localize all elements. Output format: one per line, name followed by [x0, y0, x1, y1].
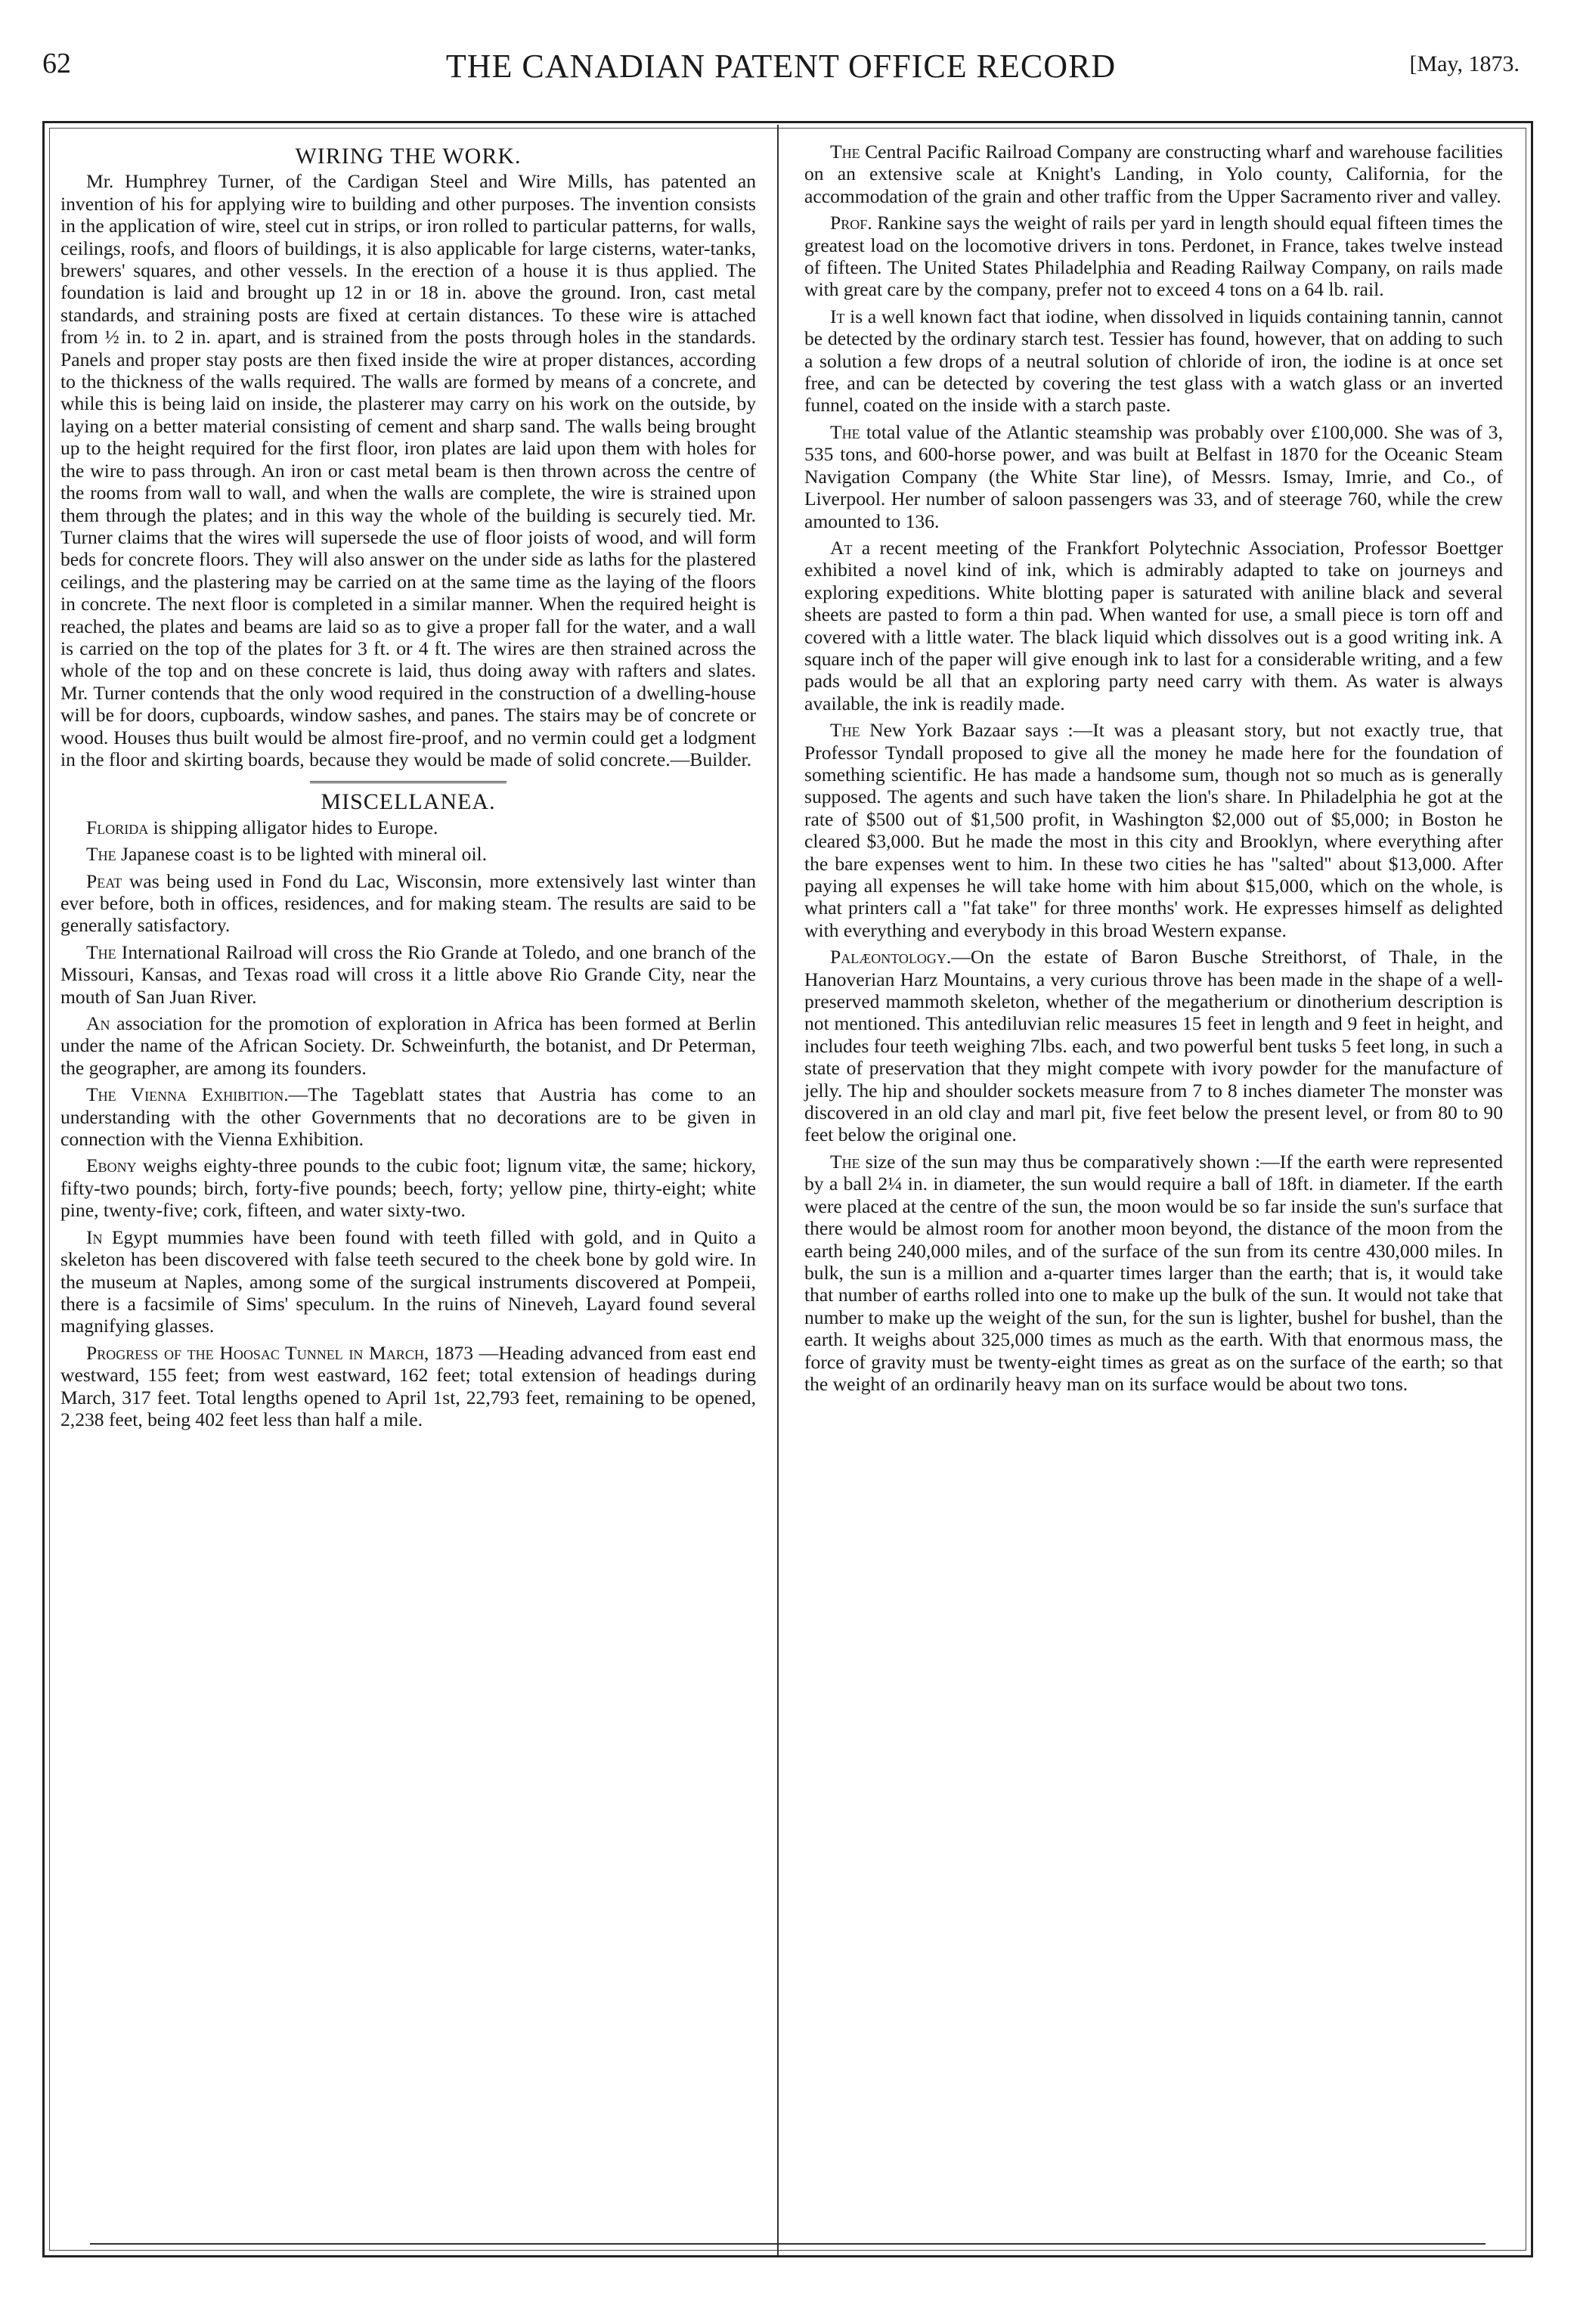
page-header — [42, 47, 1520, 92]
item-lead: At — [830, 536, 853, 559]
item-text: International Railroad will cross the Rio Grande at Toledo, and one branch of the Missouri, Kansas, and Texas road will cross it a little above Rio Grande City, near the mouth of San Juan River. — [60, 940, 756, 1008]
item-lead: Palæontology. — [830, 946, 952, 968]
bottom-rule — [90, 2243, 1486, 2245]
item-lead: The — [86, 940, 116, 963]
item-hoosac — [60, 1342, 756, 1431]
item-lead: The — [830, 719, 860, 742]
item-text: is a well known fact that iodine, when dissolved in liquids containing tannin, cannot be detected by the ordinary starch test. Tessier has found, however, that on adding to such a solution a few drops of a neutral solution of chloride of iron, the iodine is at once set free, and can be detected by covering the test glass with a watch glass or an inverted funnel, coated on the inside with a starch paste. — [804, 305, 1503, 417]
item-iodine — [804, 305, 1503, 417]
item-text: New York Bazaar says :—It was a pleasant story, but not exactly true, that Professor Tyndall proposed to give all the money he made here for the foundation of something scientific. He has made a handsome sum, though not so much as is generally supposed. The agents and such have taken the lion's share. In Philadelphia he got at the rate of $500 out of $1,500 profit, in Washington $2,000 out of $5,000; in Boston he cleared $3,000. But he made the most in this city and Brooklyn, where everything after the bare expenses went to him. In these two cities he has "salted" about $13,000. After paying all expenses he will take home with him about $15,000, which on the whole, is what printers call a "fat take" for three months' work. He expresses himself as delighted with everything and everybody in this broad Western expanse. — [804, 719, 1503, 941]
item-lead: The — [86, 843, 116, 866]
item-text: association for the promotion of exploration in Africa has been formed at Berlin under the name of the African Society. Dr. Schweinfurth, the botanist, and Dr Peterman, the geographer, are among its founders. — [60, 1012, 756, 1079]
wiring-article: Mr. Humphrey Turner, of the Cardigan Steel and Wire Mills, has patented an invention of his for applying wire to building and other purposes. The invention consists in the application of wire, steel cut in strips, or iron rolled to particular patterns, for walls, ceilings, roofs, and floors of buildings, it is also applicable for large cisterns, water-tanks, brewers' squares, and other vessels. In the erection of a house it is thus applied. The foundation is laid and brought up 12 in or 18 in. above the ground. Iron, cast metal standards, and straining posts are fixed at certain distances. To these wire is attached from ½ in. to 2 in. apart, and is strained from the posts through holes in the standards. Panels and proper stay posts are then fixed inside the wire at proper distances, according to the thickness of the walls required. The walls are formed by means of a concrete, and while this is being laid on inside, the plasterer may carry on his work on the outside, by laying on a better material consisting of cement and sharp sand. The walls being brought up to the height required for the first floor, iron plates are laid upon them with holes for the wire to pass through. An iron or cast metal beam is then thrown across the centre of the rooms from wall to wall, and when the walls are complete, the wire is strained upon them through the plates; and in this way the whole of the building is securely tied. Mr. Turner claims that the wires will supersede the use of floor joists of wood, and will form beds for concrete floors. They will also answer on the under side as laths for the plastered ceilings, and the plastering may be carried on at the same time as the laying of the floors in concrete. The next floor is completed in a similar manner. When the required height is reached, the plates and beams are laid so as to give a proper fall for the water, and a wall is carried on the top of the plates for 3 ft. or 4 ft. The wires are then strained across the whole of the top and on these concrete is laid, thus doing away with rafters and slates. Mr. Turner contends that the only wood required in the construction of a dwelling-house will be for doors, cupboards, window sashes, and panes. The stairs may be of concrete or wood. Houses thus built would be almost fire-proof, and no vermin could get a lodgment in the floor and skirting boards, because they would be made of solid concrete.—Builder. — [60, 170, 756, 770]
item-africa — [60, 1012, 756, 1079]
item-text: weighs eighty-three pounds to the cubic foot; lignum vitæ, the same; hickory, fifty-two pounds; birch, forty-five pounds; beech, forty; yellow pine, thirty-eight; white pine, twenty-five; cork, fifteen, and water sixty-two. — [60, 1154, 756, 1222]
item-peat — [60, 870, 756, 937]
item-text: a recent meeting of the Frankfort Polytechnic Association, Professor Boettger exhibited a novel kind of ink, which is admirably adapted to take on journeys and exploring expeditions. White blotting paper is saturated with aniline black and several sheets are pasted to form a thin pad. When wanted for use, a small piece is torn off and covered with a little water. The black liquid which dissolves out is a good writing ink. A square inch of the paper will give enough ink to last for a considerable writing, and a few pads would be all that an exploring party need carry with them. As water is always available, the ink is readily made. — [804, 536, 1503, 714]
page-number: 62 — [42, 48, 71, 79]
right-column — [804, 141, 1503, 1399]
item-text: Rankine says the weight of rails per yard in length should equal fifteen times the greatest load on the locomotive drivers in tons. Perdonet, in France, takes twelve instead of fifteen. The United States Philadelphia and Reading Railway Company, on rails made with great care by the company, prefer not to exceed 4 tons on a 64 lb. rail. — [804, 212, 1503, 301]
journal-title: THE CANADIAN PATENT OFFICE RECORD — [445, 48, 1117, 85]
item-text: Central Pacific Railroad Company are constructing wharf and warehouse facilities on an extensive scale at Knight's Landing, in Yolo county, California, for the accommodation of the grain and other traffic from the Upper Sacramento river and valley. — [804, 141, 1503, 207]
item-lead: The — [830, 1150, 860, 1173]
item-lead: Progress of the Hoosac Tunnel in March, 1873 — [86, 1341, 474, 1364]
item-ink — [804, 537, 1503, 714]
item-text: —On the estate of Baron Busche Streithorst, of Thale, in the Hanoverian Harz Mountains, a very curious throve has been made in the shape of a well-preserved mammoth skeleton, whether of the megatherium or dinotherium description is not mentioned. This antediluvian relic measures 15 feet in length and 9 feet in height, and includes four teeth weighing 7lbs. each, and two powerful bent tusks 5 feet long, in such a state of preservation that they might compete with ivory powder for the manufacture of jelly. The hip and shoulder sockets measure from 7 to 8 inches diameter The monster was discovered in an old clay and marl pit, five feet below the present level, or from 80 to 90 feet below the original one. — [804, 946, 1503, 1146]
item-ebony — [60, 1154, 756, 1221]
item-text: is shipping alligator hides to Europe. — [148, 816, 438, 838]
item-railroad — [60, 941, 756, 1008]
item-lead: The — [830, 420, 860, 443]
item-vienna — [60, 1083, 756, 1150]
column-divider — [777, 125, 779, 2255]
item-lead: The — [830, 141, 860, 163]
item-japan — [60, 843, 756, 865]
miscellanea-title: MISCELLANEA. — [321, 789, 496, 815]
wiring-title: WIRING THE WORK. — [295, 144, 522, 169]
item-text: Egypt mummies have been found with teeth filled with gold, and in Quito a skeleton has been discovered with false teeth secured to the cheek bone by gold wire. In the museum at Naples, among some of the surgical instruments discovered at Pompeii, there is a facsimile of Sims' speculum. In the ruins of Nineveh, Layard found several magnifying glasses. — [60, 1226, 756, 1337]
item-lead: Prof. — [830, 212, 872, 234]
item-tyndall — [804, 719, 1503, 941]
left-column — [60, 141, 756, 1435]
item-lead: Ebony — [86, 1154, 137, 1177]
item-rankine — [804, 212, 1503, 301]
item-egypt — [60, 1226, 756, 1337]
item-text: —The Tageblatt states that Austria has come to an understanding with the other Governments that no decorations are to be given in connection with the Vienna Exhibition. — [60, 1083, 756, 1151]
item-atlantic — [804, 421, 1503, 532]
item-text: —Heading advanced from east end westward, 155 feet; from west eastward, 162 feet; total extension of headings during March, 317 feet. Total lengths opened to April 1st, 22,793 feet, remaining to be opened, 2,238 feet, being 402 feet less than half a mile. — [60, 1341, 756, 1430]
item-lead: In — [86, 1226, 103, 1248]
item-lead: Peat — [86, 869, 122, 892]
item-florida — [60, 816, 756, 838]
item-lead: Florida — [86, 816, 149, 838]
item-palaeontology — [804, 946, 1503, 1146]
section-rule — [310, 781, 507, 783]
item-sun — [804, 1151, 1503, 1395]
item-text: size of the sun may thus be comparatively shown :—If the earth were represented by a ball 2¼ in. in diameter, the sun would require a ball of 18ft. in diameter. If the earth were placed at the centre of the sun, the moon would be so far inside the sun's surface that there would be almost room for another moon beyond, the distance of the moon from the earth being 240,000 miles, and of the surface of the sun from its centre 430,000 miles. In bulk, the sun is a million and a-quarter times larger than the earth; that is, it would take that number of earths rolled into one to make up the bulk of the sun. It would not take that number to make up the weight of the sun, for the sun is lighter, bushel for bushel, than the earth. It weighs about 325,000 times as much as the earth. With that enormous mass, the force of gravity must be twenty-eight times as great as on the surface of the earth; so that the weight of an ordinarily heavy man on its surface would be about two tons. — [804, 1150, 1503, 1395]
item-lead: An — [86, 1012, 110, 1035]
item-lead: It — [830, 305, 845, 327]
item-lead: The Vienna Exhibition. — [86, 1083, 289, 1106]
item-text: total value of the Atlantic steamship was probably over £100,000. She was of 3, 535 tons, and 600-horse power, and was built at Belfast in 1870 for the Oceanic Steam Navigation Company (the White Star line), of Messrs. Ismay, Imrie, and Co., of Liverpool. Her number of saloon passengers was 33, and of steerage 760, while the crew amounted to 136. — [804, 420, 1503, 532]
item-text: was being used in Fond du Lac, Wisconsin, more extensively last winter than ever before, both in offices, residences, and for making steam. The results are said to be generally satisfactory. — [60, 869, 756, 937]
item-text: Japanese coast is to be lighted with mineral oil. — [116, 843, 488, 866]
item-pacific — [804, 141, 1503, 207]
issue-date: [May, 1873. — [1409, 51, 1520, 76]
